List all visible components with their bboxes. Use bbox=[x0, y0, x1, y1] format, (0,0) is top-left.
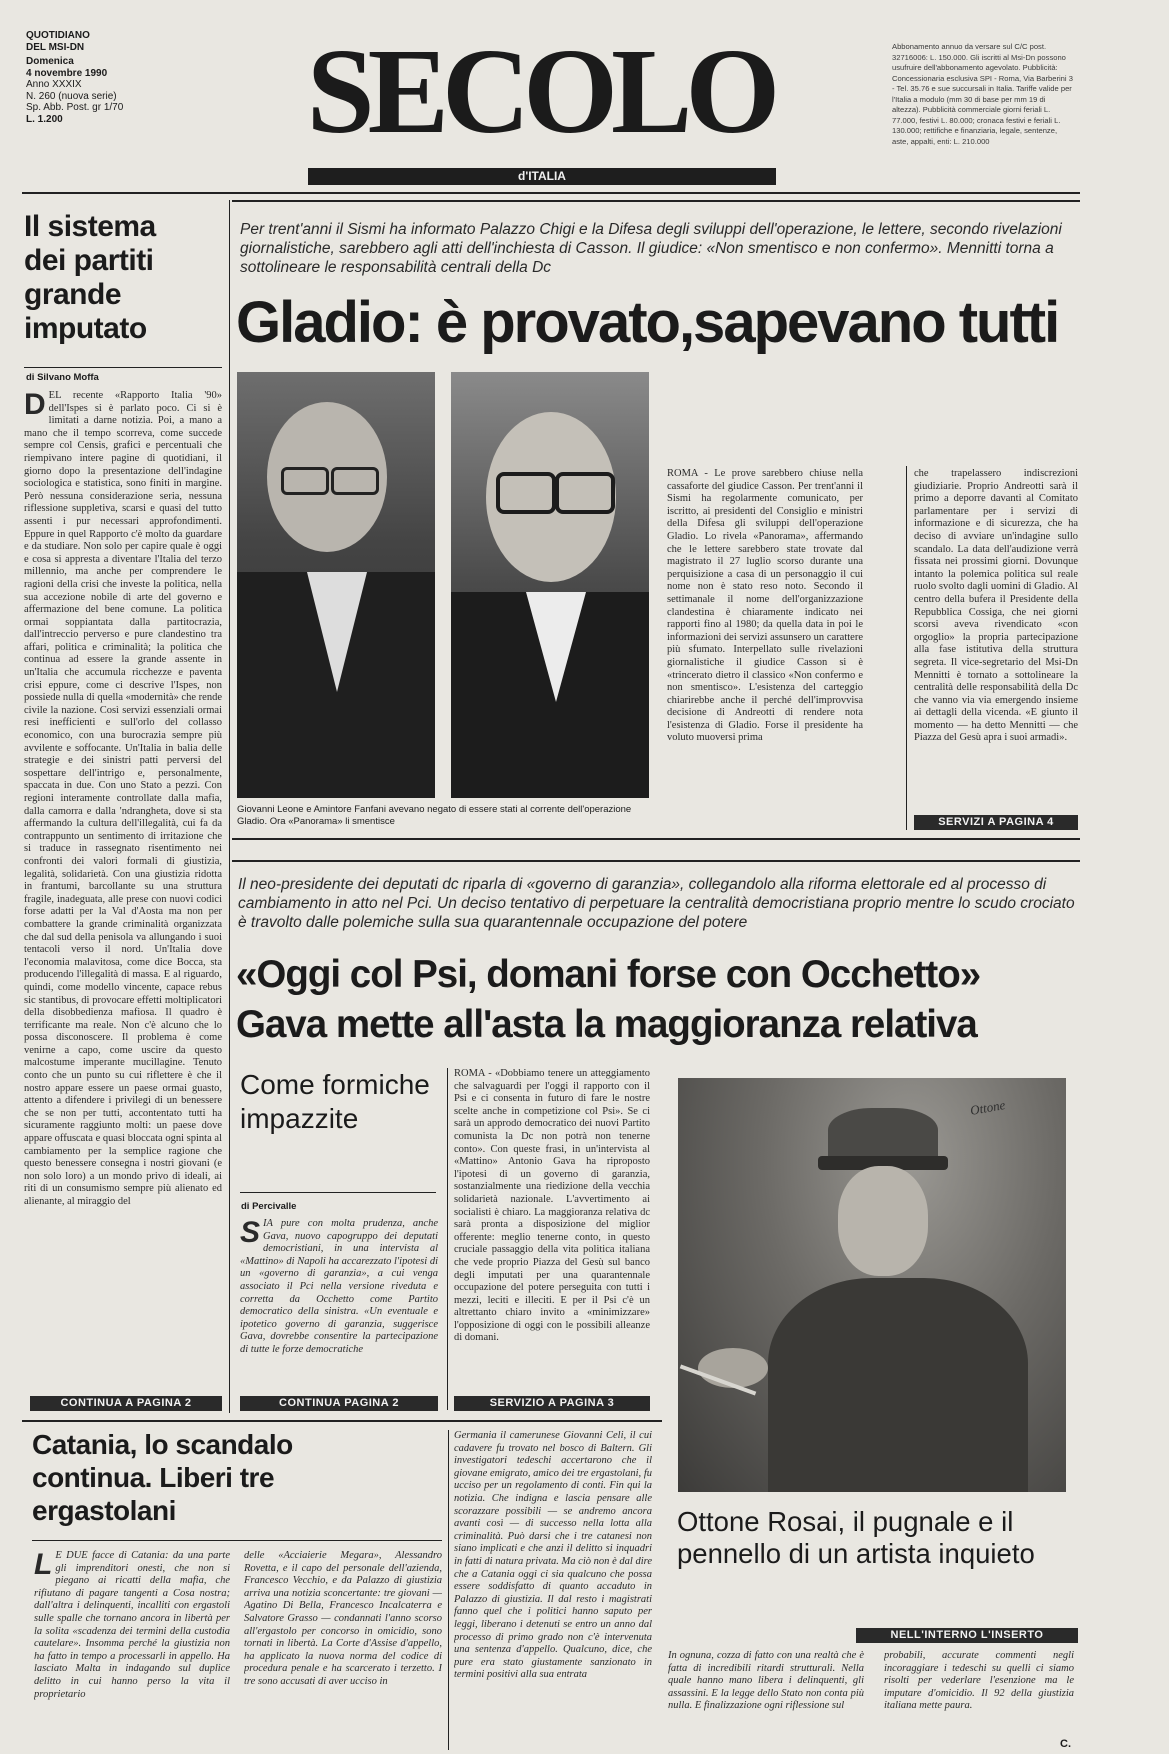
rosai-band: NELL'INTERNO L'INSERTO bbox=[856, 1628, 1078, 1643]
subscription-info: Abbonamento annuo da versare sul C/C post. 32716006: L. 150.000. Gli iscritti al Msi-Dn possono usufruire dell'abbonamento agevolato. Pubblicità: Concessionaria esclusiva SPI - Roma, Via Barberini 3 - Tel. 35.76 e sue succursali in Italia. Tariffe valide per l'Italia a modulo (mm 30 di base per mm 19 di altezza). Pubblicità commerciale giorni feriali L. 77.000, festivi L. 80.000; cronaca festivi e feriali L. 130.000; rettifiche e finanziaria, legale, sentenze, aste, appalti, enti: L. 210.000 bbox=[892, 42, 1073, 146]
gladio-col1: ROMA - Le prove sarebbero chiuse nella cassaforte del giudice Casson. Per trent'anni il Sismi ha regolarmente comunicato, per iscritto, ai presidenti del Consiglio e ministri della Difesa gli sviluppi dell'operazione Gladio. Lo rivela «Panorama», affermando che le lettere sarebbero state trovate dal magistrato il 27 luglio scorso durante una perquisizione a casa di un personaggio il cui nome non è stato reso noto. Secondo il settimanale il nome dell'organizzazione clandestina è chiaramente indicato nei rapporti fino al 1980; da quella data in poi le informazioni dei servizi assunsero un carattere più sfumato. Interpellato sulle rivelazioni giornalistiche il giudice Casson si è «trincerato dietro il classico «Non confermo e non smentisco». L'esistenza del carteggio chiarirebbe anche il perché dell'improvvisa decisione di Andreotti di rendere nota l'esistenza di Gladio. Forse il presidente ha voluto muoversi prima bbox=[667, 468, 863, 744]
formiche-body bbox=[240, 1218, 438, 1390]
end-mark: C. bbox=[1060, 1738, 1071, 1750]
rosai-col2: probabili, accurate commenti negli incoraggiare i tedeschi su quelli ci siamo risolti per vederlare l'esenzione ma le imputare d'omicidio. Il 92 della giustizia italiana mette paura. bbox=[884, 1650, 1074, 1712]
gava-body: ROMA - «Dobbiamo tenere un atteggiamento che salvaguardi per l'oggi il rapporto con il Psi e ci consenta in futuro di fare le nostre scelte anche in competizione col Psi». Se ci sarà un approdo democratico dei nuovi Partito comunista la Dc non potrà non tenerne conto». Con queste frasi, in un'intervista al «Mattino» Antonio Gava ha riproposto l'ipotesi di un governo di garanzia, sostanzialmente una riedizione della vecchia solidarietà nazionale. L'avvertimento ai socialisti è chiaro. La maggioranza relativa dc sarà pronta a disposizione del miglior offerente: meglio tenerne conto, in questo cruciale passaggio della vita politica italiana che vede proprio Piazza del Gesù sul banco degli imputati per una quarantennale occupazione del potere perseguita con tutti i mezzi, leciti e illeciti. E per il Psi c'è un altrettanto chiaro invito a «minimizzare» l'opposizione di oggi con le possibili alleanze di domani. bbox=[454, 1068, 650, 1344]
rosai-col1: In ognuna, cozza di fatto con una realtà che è fatta di incredibili ritardi strutturali. Nella quale hanno mano libera i delinquenti, gli assassini. E la legge dello Stato non conta più nulla. E finalizzazione ogni riflessione sul bbox=[668, 1650, 864, 1712]
gava-band: SERVIZIO A PAGINA 3 bbox=[454, 1396, 650, 1411]
left-dropcap: D bbox=[24, 390, 46, 421]
gladio-col-divider bbox=[906, 466, 907, 830]
rosai-portrait-note: Ottone bbox=[968, 1097, 1007, 1118]
left-byline: di Silvano Moffa bbox=[26, 372, 99, 383]
issue-day: Domenica bbox=[26, 56, 74, 67]
catania-col3: Germania il camerunese Giovanni Celi, il cui cadavere fu trovato nel bosco di Baltern. Gli investigatori tedeschi accertarono che il giovane emigrato, amico dei tre ergastolani, fu ucciso per un regolamento di conti. Fin qui la notizia. Che indigna e lascia pensare alle scorazzare possibili — se andremo ancora avanti così — di successo nella lotta alla criminalità. Può darsi che i tre catanesi non siano implicati e che anzi il delitto si inquadri in fatti di natura privata. Ma ciò non è dal dire che a Catania oggi ci sia qualcuno che possa essere soddisfatto di quanto accaduto in Palazzo di giustizia. Il dal resto i magistrati fanno quel che i politici hanno saputo per leggi, liberano i detenuti se entro un anno dal processo di primo grado non c'è intervenuta una sentenza d'appello. Qualcuno, dice, che pure era stato giustamente sanzionato in termini positivi alla sua entrata bbox=[454, 1430, 652, 1681]
gladio-band: SERVIZI A PAGINA 4 bbox=[914, 815, 1078, 830]
left-headline: Il sistema dei partiti grande imputato bbox=[24, 210, 156, 345]
formiche-band: CONTINUA PAGINA 2 bbox=[240, 1396, 438, 1411]
masthead-left-block bbox=[26, 30, 166, 125]
left-headline-rule bbox=[24, 367, 222, 368]
paper-type: QUOTIDIANO bbox=[26, 30, 90, 41]
gladio-box-top bbox=[232, 200, 1080, 202]
gava-headline-2: Gava mette all'asta la maggioranza relativa bbox=[236, 1003, 977, 1046]
rosai-photo bbox=[678, 1078, 1066, 1492]
postal-info: Sp. Abb. Post. gr 1/70 bbox=[26, 102, 124, 113]
formiche-body-text: IA pure con molta prudenza, anche Gava, nuovo capogruppo dei deputati democristiani, in una intervista al «Mattino» di Napoli ha accarezzato l'ipotesi di un «governo di garanzia», a cui venga associato il Pci nella versione riveduta e corretta da Occhetto come Partito democratico della sinistra. «Un eventuale e ipotetico governo di garanzia, suggerisce Gava, dovrebbe consentire la partecipazione di tutte le forze democratiche bbox=[240, 1218, 438, 1355]
masthead-subtitle: d'ITALIA bbox=[518, 169, 566, 183]
catania-col1-text: E DUE facce di Catania: da una parte gli imprenditori onesti, che non si piegano ai ricatti della mafia, che rifiutano di pagare tangenti a Cosa nostra; dall'altra i delinquenti, incalliti con ergastoli sulle spalle che tornano ancora in libertà per la solita «scadenza dei termini della custodia cautelare». Insomma perché la giustizia non ha fatto in tempo a processarli in appello. Ha lasciato Malta in indagando sul duplice delitto in cui hanno perso la vita il proprietario bbox=[34, 1550, 230, 1700]
left-column-divider bbox=[229, 200, 230, 1413]
gava-col-divider bbox=[447, 1068, 448, 1410]
left-continue-band: CONTINUA A PAGINA 2 bbox=[30, 1396, 222, 1411]
formiche-rule bbox=[240, 1192, 436, 1193]
gladio-kicker: Per trent'anni il Sismi ha informato Palazzo Chigi e la Difesa degli sviluppi dell'operazione, le lettere, secondo rivelazioni giornalistiche, sarebbero agli atti dell'inchiesta di Casson. Il giudice: «Non smentisco e non confermo». Mennitti torna a sottolineare le responsabilità centrali della Dc bbox=[240, 221, 1062, 276]
issue-price: L. 1.200 bbox=[26, 113, 63, 125]
leone-photo bbox=[237, 372, 435, 798]
issue-number: N. 260 (nuova serie) bbox=[26, 90, 117, 102]
rosai-headline: Ottone Rosai, il pugnale e il pennello di un artista inquieto bbox=[677, 1506, 1035, 1569]
catania-col-divider bbox=[448, 1430, 449, 1750]
issue-year: Anno XXXIX bbox=[26, 79, 82, 90]
paper-party: DEL MSI-DN bbox=[26, 41, 85, 53]
gava-box-top bbox=[232, 860, 1080, 862]
issue-date: 4 novembre 1990 bbox=[26, 67, 108, 79]
gava-kicker: Il neo-presidente dei deputati dc riparla di «governo di garanzia», collegandolo alla riforma elettorale ed al processo di cambiamento in atto nel Pci. Un deciso tentativo di perpetuare la centralità democristiana proprio mentre lo scudo crociato è travolto dalle polemiche sulla sua quarantennale occupazione del potere bbox=[238, 876, 1075, 931]
formiche-dropcap: S bbox=[240, 1218, 261, 1249]
gava-headline-1: «Oggi col Psi, domani forse con Occhetto» bbox=[236, 953, 981, 996]
catania-box-top bbox=[22, 1420, 662, 1422]
gladio-col2: che trapelassero indiscrezioni giudiziarie. Proprio Andreotti sarà il primo a deporre davanti al Comitato parlamentare per i servizi di informazione e di sicurezza, che ha deciso di avviare un'indagine sullo scandalo. La data dell'audizione verrà fissata nei prossimi giorni. Dovunque intanto la polemica politica sul reale ruolo svolto dagli uomini di Gladio. Al centro della bufera il Presidente della Repubblica Cossiga, che nei giorni scorsi aveva rivendicato «con orgoglio» la propria partecipazione alla fase istitutiva della struttura segreta. Il vice-segretario del Msi-Dn Mennitti è tornato a sottolineare la centralità delle responsabilità della Dc che vanno via via emergendo insieme ai dettagli della vicenda. «E giunto il momento — ha detto Mennitti — che Piazza del Gesù apra i suoi armadi». bbox=[914, 468, 1078, 744]
catania-headline-rule bbox=[32, 1540, 442, 1541]
gladio-caption: Giovanni Leone e Amintore Fanfani avevano negato di essere stati al corrente dell'operazione Gladio. Ora «Panorama» li smentisce bbox=[237, 804, 632, 827]
masthead-rule bbox=[22, 192, 1080, 194]
gladio-headline: Gladio: è provato,sapevano tutti bbox=[236, 290, 1059, 355]
catania-dropcap: L bbox=[34, 1550, 53, 1581]
formiche-byline: di Percivalle bbox=[241, 1201, 297, 1212]
left-body bbox=[24, 390, 222, 1393]
gladio-box-bottom bbox=[232, 838, 1080, 840]
left-body-text: EL recente «Rapporto Italia '90» dell'Ispes si è parlato poco. Ci si è limitati a darne notizia. Poi, a mano a mano che il tempo scorreva, come succede sempre col Censis, grafici e percentuali che riempivano intere pagine di quotidiani, il giorno dopo la presentazione dell'indagine sociologica e statistica, sono finiti in margine. Però nessuna considerazione seria, nessuna riflessione suppletiva, scarsi e quasi del tutto assenti i pur necessari approfondimenti. Eppure in quel Rapporto c'è molto da guardare e da studiare. Non solo per capire quale è oggi e cosa si appresta a diventare l'Italia del terzo millennio, ma anche per comprendere le ragioni della crisi che investe la politica, nella sua accezione nobile di arte del governo e affermazione del bene comune. La politica ormai soppiantata dalla partitocrazia, dall'intreccio perverso e pure clandestino tra affari, politica e criminalità; la politica che continua ad essere la grande assente in un'Italia che accumula ricchezze e paventa crisi eppure, come ci descrive l'Ispes, non possiede nulla di quella «modernità» che rende civile la nazione. Così servizi essenziali ormai resi inefficienti e sull'orlo del collasso economico, con una burocrazia sempre più avvilente e soffocante. Un'Italia in balia delle strategie e dei sinistri patti perversi del sospettare dell'intrigo e, personalmente, spaccata in due. Con uno Stato a pezzi. Con regioni interamente controllate dalla mafia, dalla camorra e dalla 'ndrangheta, dove si sta affermando la cultura dell'illegalità, cui fa da contrappunto un sentimento di irritazione che si traduce in rassegnato risentimento nei confronti dei valori formali di giustizia, legalità, solidarietà. Con una giustizia ridotta in frantumi, barcollante su una struttura fragile, inadeguata, alle prese con nuovi codici forse adatti per la Val d'Aosta ma non per combattere la grande criminalità organizzata che dal sud della penisola va allungando i suoi tentacoli verso il nord. Un'Italia dove l'economia malavitosa, come dice Bocca, sta producendo l'illegalità di massa. E al riguardo, quindi, come modello vincente, capace rebus sic stantibus, di provocare effetti moltiplicatori della disobbedienza mafiosa. Il quadro è terrificante ma reale. Non c'è alcuno che lo possa disconoscere. Il problema è come venirne a capo, come uscire da questo malcostume imperante mucillagine. Tenuto conto che un punto su cui riflettere è che il nostro appare essere un paese ormai guasto, attento a difendere i privilegi di un benessere che se non per tutti, accontentato tutti ha sicuramente raggiunto molti: un paese dove appare offuscata e quasi bloccata ogni spinta al cambiamento per la semplice ragione che questo benessere consegna i nostri giovani (e non solo loro) a un mondo privo di ideali, ai riti di un consumismo sempre più alienato ed alienante, al miraggio del bbox=[24, 390, 222, 1207]
masthead-title: SECOLO bbox=[306, 24, 774, 159]
formiche-headline: Come formiche impazzite bbox=[240, 1069, 430, 1134]
catania-col2: delle «Acciaierie Megara», Alessandro Rovetta, e il capo del personale dell'azienda, Francesco Vecchio, e da Palazzo di giustizia arriva una notizia sconcertante: tre giovani — Agatino Di Bella, Francesco Incalcaterra e Salvatore Grasso — condannati l'anno scorso all'ergastolo per concorso in omicidio, sono tornati in libertà. La Corte d'Assise d'appello, ha applicato la nuova norma del codice di procedura penale e ha scarcerato i terzetto. I tre sono accusati di aver ucciso in bbox=[244, 1550, 442, 1687]
catania-headline: Catania, lo scandalo continua. Liberi tre ergastolani bbox=[32, 1429, 293, 1526]
catania-col1 bbox=[34, 1550, 230, 1746]
fanfani-photo bbox=[451, 372, 649, 798]
